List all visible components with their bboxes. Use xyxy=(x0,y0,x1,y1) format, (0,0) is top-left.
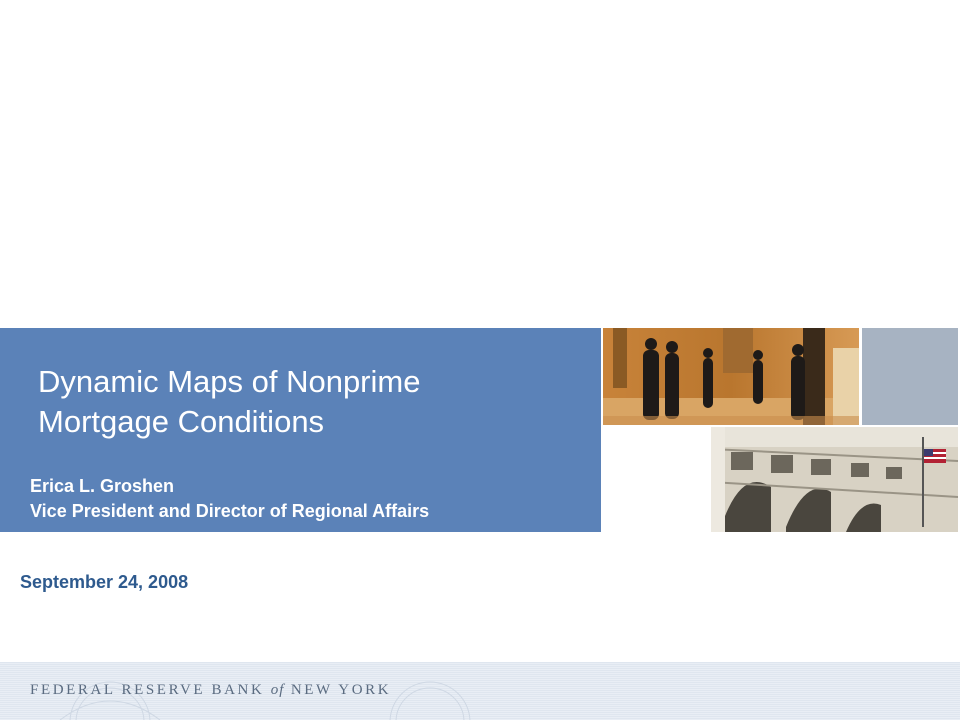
building-photo xyxy=(711,427,958,532)
presentation-date: September 24, 2008 xyxy=(20,572,189,592)
bank-wordmark xyxy=(30,682,391,699)
lobby-photo xyxy=(603,328,859,425)
title-line-1: Dynamic Maps of Nonprime xyxy=(38,364,421,399)
presenter-name: Erica L. Groshen xyxy=(30,476,175,496)
title-line-2: Mortgage Conditions xyxy=(38,404,325,439)
slide-title xyxy=(38,362,578,442)
presenter-block xyxy=(30,474,429,524)
presenter-title: Vice President and Director of Regional Affairs xyxy=(30,501,430,521)
wordmark-part-1: FEDERAL RESERVE BANK xyxy=(30,682,265,698)
wordmark-of: of xyxy=(270,682,285,698)
white-tile xyxy=(603,427,709,532)
wordmark-part-2: NEW YORK xyxy=(290,682,392,698)
gray-tile xyxy=(862,328,958,425)
